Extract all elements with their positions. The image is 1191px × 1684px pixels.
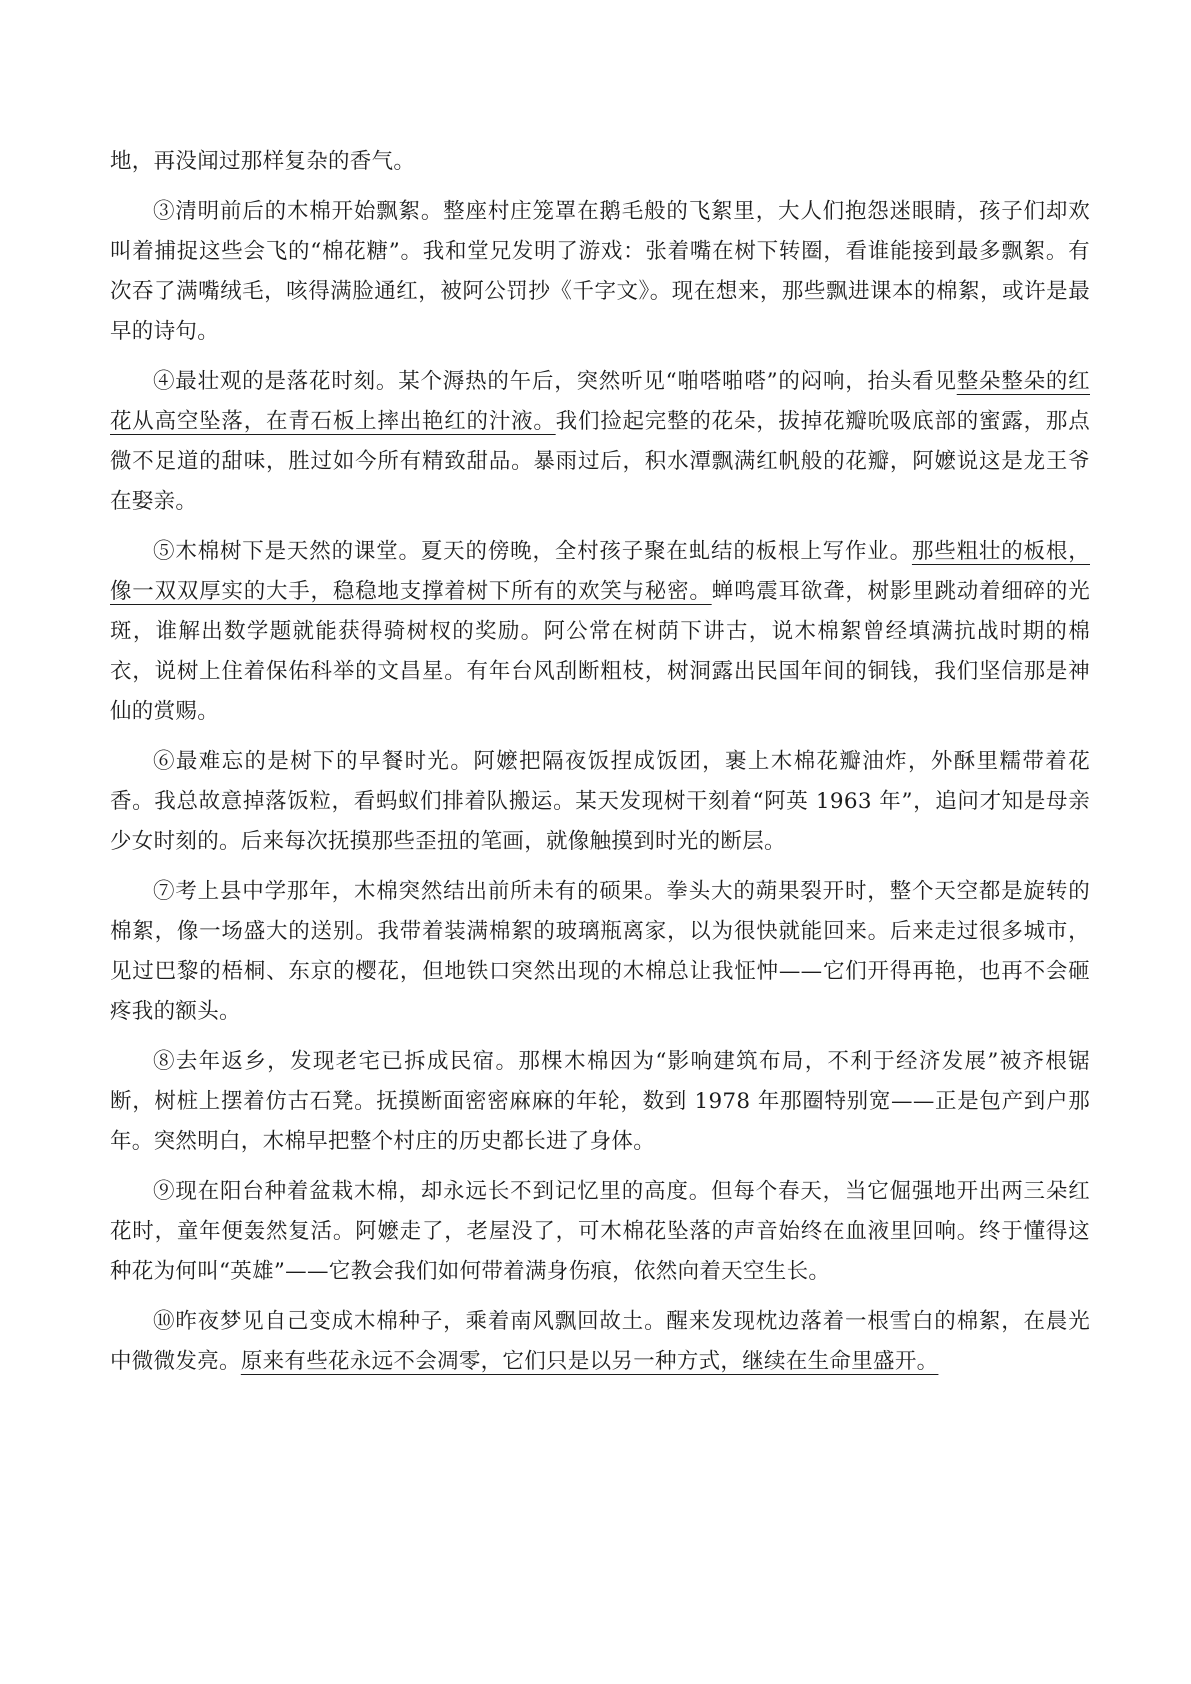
underlined-sentence: 整朵整朵的红花从高空坠落，在青石板上摔出艳红的汁液。	[110, 369, 1090, 434]
article-body	[110, 142, 1090, 1392]
paragraph-5	[110, 532, 1090, 732]
paragraph-text: ⑥最难忘的是树下的早餐时光。阿嬷把隔夜饭捏成饭团，裹上木棉花瓣油炸，外酥里糯带着花香。我总故意掉落饭粒，看蚂蚁们排着队搬运。某天发现树干刻着“阿英 1963 年”，追问才知是母亲少女时刻的。后来每次抚摸那些歪扭的笔画，就像触摸到时光的断层。	[110, 749, 1090, 854]
paragraph-8	[110, 1042, 1090, 1162]
paragraph-text: ⑤木棉树下是天然的课堂。夏天的傍晚，全村孩子聚在虬结的板根上写作业。	[153, 539, 912, 564]
paragraph-text: 蝉鸣震耳欲聋，树影里跳动着细碎的光斑，谁解出数学题就能获得骑树杈的奖励。阿公常在树荫下讲古，说木棉絮曾经填满抗战时期的棉衣，说树上住着保佑科举的文昌星。有年台风刮断粗枝，树洞露出民国年间的铜钱，我们坚信那是神仙的赏赐。	[110, 579, 1090, 724]
paragraph-text: ⑨现在阳台种着盆栽木棉，却永远长不到记忆里的高度。但每个春天，当它倔强地开出两三朵红花时，童年便轰然复活。阿嬷走了，老屋没了，可木棉花坠落的声音始终在血液里回响。终于懂得这种花为何叫“英雄”——它教会我们如何带着满身伤痕，依然向着天空生长。	[110, 1179, 1090, 1284]
paragraph-text: ⑧去年返乡，发现老宅已拆成民宿。那棵木棉因为“影响建筑布局，不利于经济发展”被齐根锯断，树桩上摆着仿古石凳。抚摸断面密密麻麻的年轮，数到 1978 年那圈特别宽——正是包产到户那年。突然明白，木棉早把整个村庄的历史都长进了身体。	[110, 1049, 1090, 1154]
paragraph-9	[110, 1172, 1090, 1292]
paragraph-7	[110, 872, 1090, 1032]
underlined-sentence: 原来有些花永远不会凋零，它们只是以另一种方式，继续在生命里盛开。	[240, 1349, 939, 1374]
paragraph-text: ⑩昨夜梦见自己变成木棉种子，乘着南风飘回故土。醒来发现枕边落着一根雪白的棉絮，在晨光中微微发亮。	[110, 1309, 1090, 1374]
paragraph-text: 地，再没闻过那样复杂的香气。	[110, 149, 416, 174]
paragraph-continuation	[110, 142, 1090, 182]
paragraph-4	[110, 362, 1090, 522]
paragraph-text: ⑦考上县中学那年，木棉突然结出前所未有的硕果。拳头大的蒴果裂开时，整个天空都是旋转的棉絮，像一场盛大的送别。我带着装满棉絮的玻璃瓶离家，以为很快就能回来。后来走过很多城市，见过巴黎的梧桐、东京的樱花，但地铁口突然出现的木棉总让我怔忡——它们开得再艳，也再不会砸疼我的额头。	[110, 879, 1090, 1024]
paragraph-text: ③清明前后的木棉开始飘絮。整座村庄笼罩在鹅毛般的飞絮里，大人们抱怨迷眼睛，孩子们却欢叫着捕捉这些会飞的“棉花糖”。我和堂兄发明了游戏：张着嘴在树下转圈，看谁能接到最多飘絮。有次吞了满嘴绒毛，咳得满脸通红，被阿公罚抄《千字文》。现在想来，那些飘进课本的棉絮，或许是最早的诗句。	[110, 199, 1090, 344]
paragraph-text: 我们捡起完整的花朵，拔掉花瓣吮吸底部的蜜露，那点微不足道的甜味，胜过如今所有精致甜品。暴雨过后，积水潭飘满红帆般的花瓣，阿嬷说这是龙王爷在娶亲。	[110, 409, 1090, 514]
underlined-sentence: 那些粗壮的板根，像一双双厚实的大手，稳稳地支撑着树下所有的欢笑与秘密。	[110, 539, 1090, 604]
paragraph-10	[110, 1302, 1090, 1382]
paragraph-text: ④最壮观的是落花时刻。某个溽热的午后，突然听见“啪嗒啪嗒”的闷响，抬头看见	[153, 369, 957, 394]
paragraph-3	[110, 192, 1090, 352]
paragraph-6	[110, 742, 1090, 862]
